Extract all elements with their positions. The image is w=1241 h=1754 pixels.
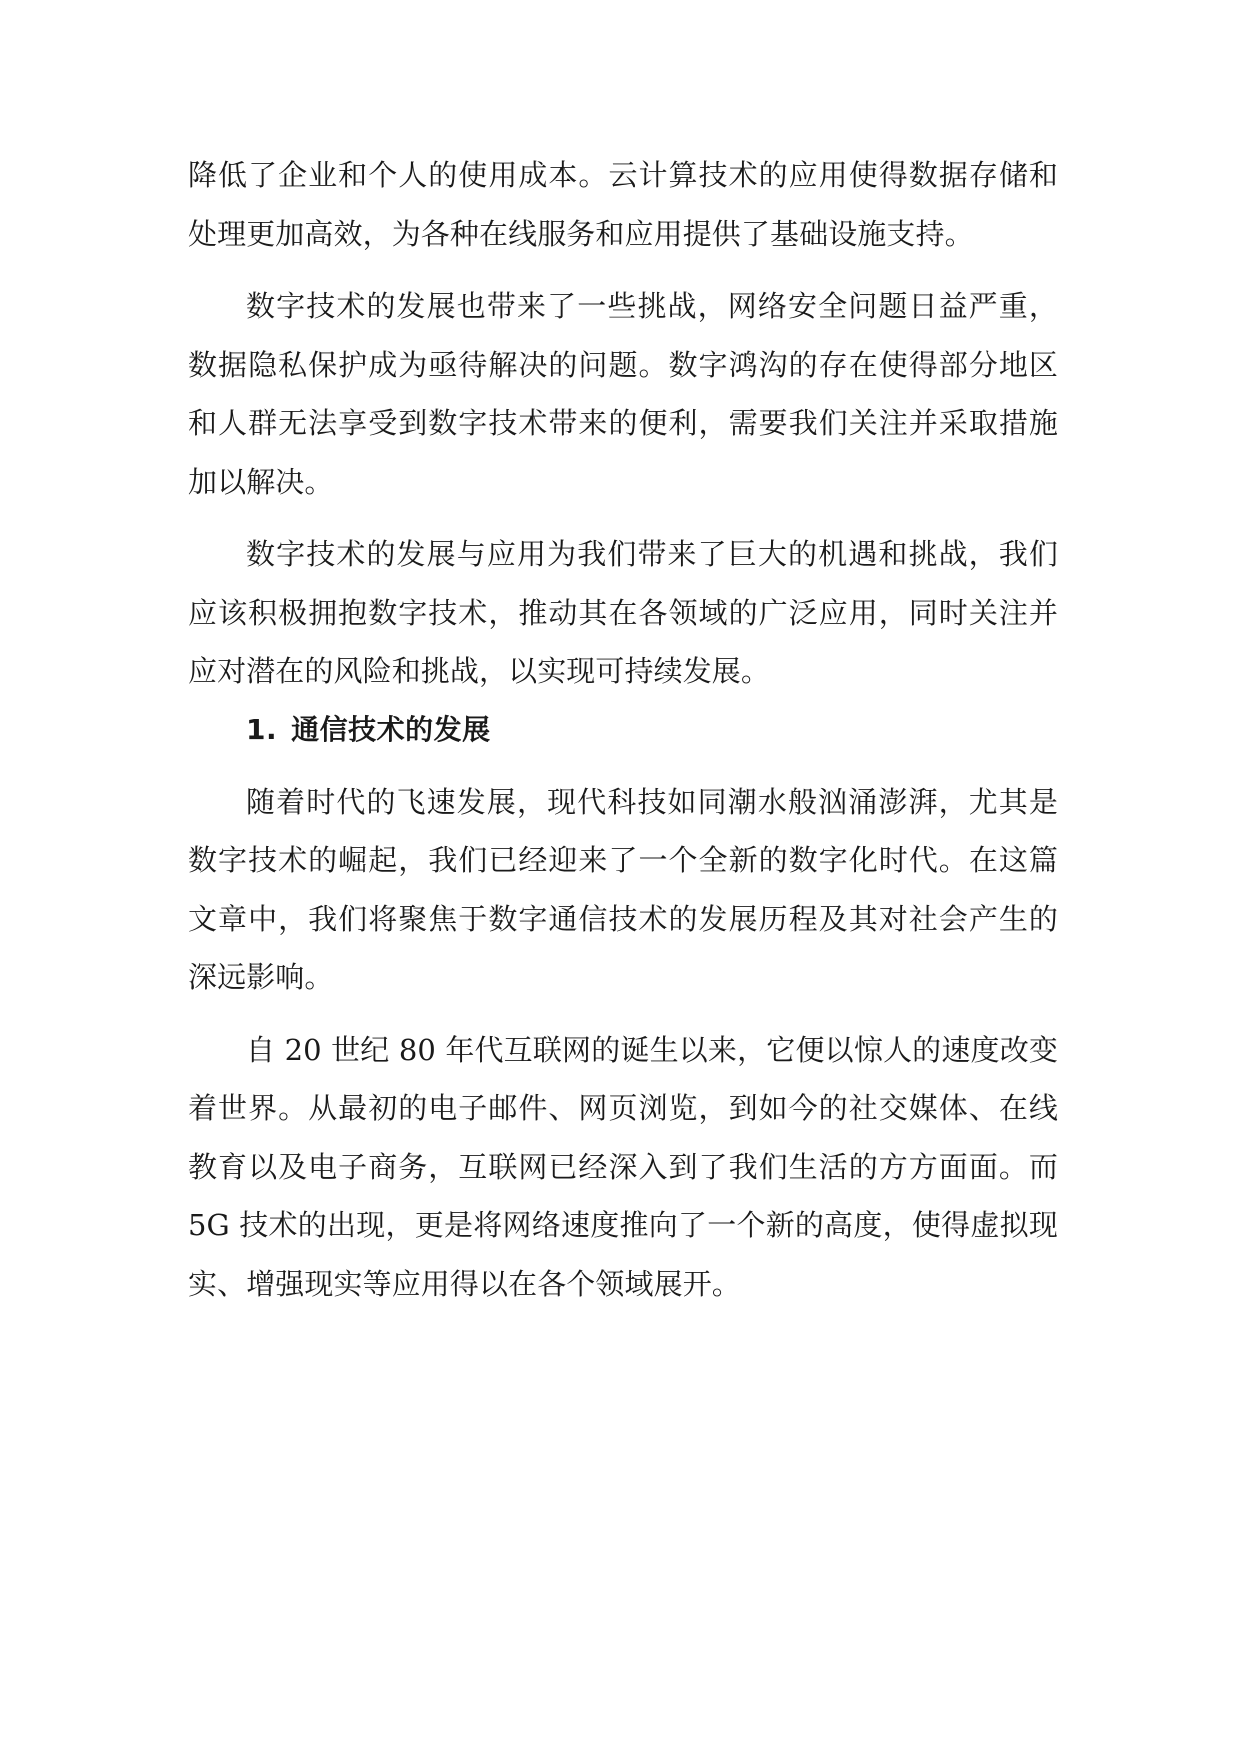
paragraph-opportunities-conclusion: 数字技术的发展与应用为我们带来了巨大的机遇和挑战，我们应该积极拥抱数字技术，推动其在各领域的广泛应用，同时关注并应对潜在的风险和挑战，以实现可持续发展。 [188, 537, 1058, 688]
section-heading [188, 701, 1058, 759]
paragraph-digital-era-intro: 随着时代的飞速发展，现代科技如同潮水般汹涌澎湃，尤其是数字技术的崛起，我们已经迎来了一个全新的数字化时代。在这篇文章中，我们将聚焦于数字通信技术的发展历程及其对社会产生的深远影响。 [188, 784, 1058, 994]
section-number: 1. [246, 712, 278, 746]
section-title: 通信技术的发展 [291, 712, 491, 746]
document-body [188, 146, 1058, 1313]
paragraph-digital-challenges: 数字技术的发展也带来了一些挑战，网络安全问题日益严重，数据隐私保护成为亟待解决的问题。数字鸿沟的存在使得部分地区和人群无法享受到数字技术带来的便利，需要我们关注并采取措施加以解决。 [188, 289, 1058, 499]
paragraph-internet-history: 自 20 世纪 80 年代互联网的诞生以来，它便以惊人的速度改变着世界。从最初的电子邮件、网页浏览，到如今的社交媒体、在线教育以及电子商务，互联网已经深入到了我们生活的方方面面。而 5G 技术的出现，更是将网络速度推向了一个新的高度，使得虚拟现实、增强现实等应用得以在各个领域展开。 [188, 1032, 1058, 1301]
paragraph-cloud-computing-continuation: 降低了企业和个人的使用成本。云计算技术的应用使得数据存储和处理更加高效，为各种在线服务和应用提供了基础设施支持。 [188, 158, 1058, 251]
